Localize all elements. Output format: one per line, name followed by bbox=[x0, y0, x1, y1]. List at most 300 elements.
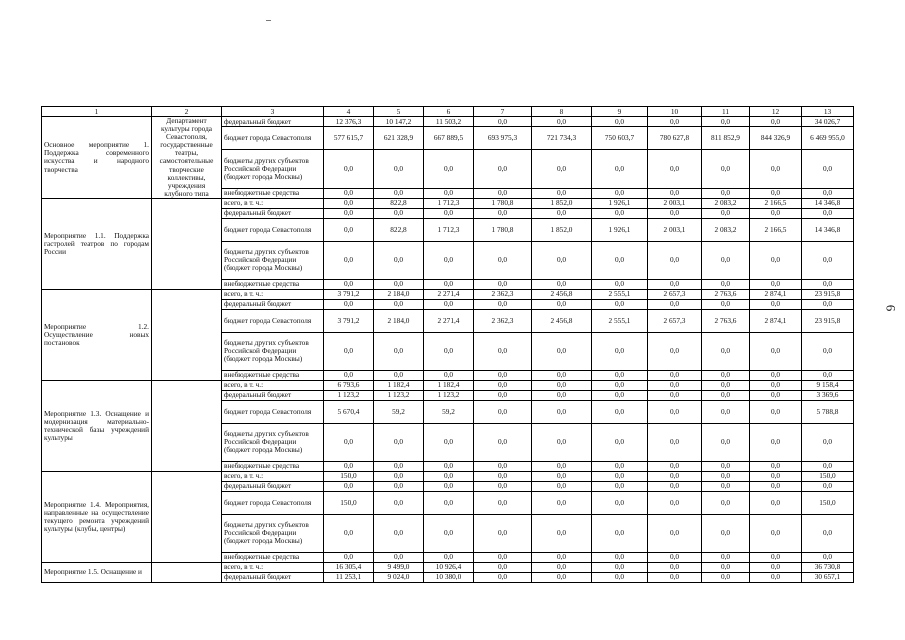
value-cell: 0,0 bbox=[802, 208, 854, 218]
value-cell: 11 503,2 bbox=[424, 117, 474, 127]
table-row bbox=[42, 117, 854, 127]
value-cell: 1 926,1 bbox=[592, 218, 648, 241]
value-cell: 0,0 bbox=[750, 514, 802, 552]
value-cell: 0,0 bbox=[648, 380, 702, 390]
value-cell: 0,0 bbox=[592, 380, 648, 390]
value-cell: 34 026,7 bbox=[802, 117, 854, 127]
header-cell: 12 bbox=[750, 107, 802, 117]
value-cell: 0,0 bbox=[702, 150, 750, 188]
value-cell: 1 182,4 bbox=[374, 380, 424, 390]
value-cell: 150,0 bbox=[324, 491, 374, 514]
value-cell: 0,0 bbox=[802, 552, 854, 562]
header-cell: 9 bbox=[592, 107, 648, 117]
value-cell: 6 469 955,0 bbox=[802, 127, 854, 150]
value-cell: 6 793,6 bbox=[324, 380, 374, 390]
value-cell: 0,0 bbox=[374, 423, 424, 461]
funding-source: бюджеты других субъектов Российской Федерации (бюджет города Москвы) bbox=[222, 241, 324, 279]
value-cell: 1 780,8 bbox=[474, 198, 532, 208]
value-cell: 0,0 bbox=[324, 208, 374, 218]
value-cell: 0,0 bbox=[592, 332, 648, 370]
value-cell: 16 305,4 bbox=[324, 562, 374, 572]
value-cell: 0,0 bbox=[374, 299, 424, 309]
funding-source: федеральный бюджет bbox=[222, 390, 324, 400]
value-cell: 0,0 bbox=[592, 241, 648, 279]
value-cell: 11 253,1 bbox=[324, 572, 374, 582]
value-cell: 0,0 bbox=[592, 423, 648, 461]
value-cell: 2 271,4 bbox=[424, 309, 474, 332]
value-cell: 0,0 bbox=[474, 423, 532, 461]
value-cell: 0,0 bbox=[750, 188, 802, 198]
value-cell: 0,0 bbox=[532, 572, 592, 582]
value-cell: 0,0 bbox=[750, 279, 802, 289]
value-cell: 0,0 bbox=[532, 188, 592, 198]
value-cell: 0,0 bbox=[324, 218, 374, 241]
value-cell: 0,0 bbox=[648, 370, 702, 380]
header-cell: 11 bbox=[702, 107, 750, 117]
value-cell: 2 003,1 bbox=[648, 198, 702, 208]
value-cell: 2 166,5 bbox=[750, 198, 802, 208]
value-cell: 780 627,8 bbox=[648, 127, 702, 150]
value-cell: 1 712,3 bbox=[424, 198, 474, 208]
value-cell: 0,0 bbox=[702, 514, 750, 552]
funding-source: внебюджетные средства bbox=[222, 279, 324, 289]
value-cell: 14 346,8 bbox=[802, 218, 854, 241]
value-cell: 0,0 bbox=[750, 150, 802, 188]
value-cell: 0,0 bbox=[648, 491, 702, 514]
value-cell: 0,0 bbox=[374, 208, 424, 218]
value-cell: 0,0 bbox=[474, 562, 532, 572]
value-cell: 0,0 bbox=[374, 461, 424, 471]
value-cell: 1 780,8 bbox=[474, 218, 532, 241]
value-cell: 0,0 bbox=[750, 208, 802, 218]
value-cell: 0,0 bbox=[592, 390, 648, 400]
value-cell: 0,0 bbox=[474, 491, 532, 514]
value-cell: 0,0 bbox=[424, 299, 474, 309]
value-cell: 0,0 bbox=[374, 491, 424, 514]
value-cell: 0,0 bbox=[702, 423, 750, 461]
funding-source: всего, в т. ч.: bbox=[222, 471, 324, 481]
executor bbox=[152, 380, 222, 471]
value-cell: 0,0 bbox=[374, 552, 424, 562]
header-cell: 6 bbox=[424, 107, 474, 117]
value-cell: 0,0 bbox=[374, 279, 424, 289]
value-cell: 0,0 bbox=[702, 572, 750, 582]
measure-name: Мероприятие 1.2. Осуществление новых постановок bbox=[42, 289, 152, 380]
table-row bbox=[42, 289, 854, 299]
value-cell: 30 657,1 bbox=[802, 572, 854, 582]
header-cell: 4 bbox=[324, 107, 374, 117]
value-cell: 0,0 bbox=[592, 481, 648, 491]
value-cell: 0,0 bbox=[702, 332, 750, 370]
value-cell: 0,0 bbox=[702, 370, 750, 380]
value-cell: 0,0 bbox=[374, 370, 424, 380]
value-cell: 1 123,2 bbox=[324, 390, 374, 400]
header-cell: 8 bbox=[532, 107, 592, 117]
value-cell: 0,0 bbox=[474, 390, 532, 400]
page-number: 6 bbox=[882, 304, 898, 312]
value-cell: 811 852,9 bbox=[702, 127, 750, 150]
table-row bbox=[42, 471, 854, 481]
value-cell: 0,0 bbox=[750, 117, 802, 127]
value-cell: 0,0 bbox=[702, 471, 750, 481]
value-cell: 0,0 bbox=[648, 423, 702, 461]
value-cell: 23 915,8 bbox=[802, 309, 854, 332]
value-cell: 2 083,2 bbox=[702, 218, 750, 241]
value-cell: 3 791,2 bbox=[324, 289, 374, 299]
value-cell: 0,0 bbox=[648, 552, 702, 562]
value-cell: 0,0 bbox=[532, 150, 592, 188]
value-cell: 0,0 bbox=[424, 481, 474, 491]
value-cell: 0,0 bbox=[532, 552, 592, 562]
value-cell: 0,0 bbox=[324, 461, 374, 471]
value-cell: 0,0 bbox=[750, 380, 802, 390]
value-cell: 0,0 bbox=[750, 491, 802, 514]
value-cell: 150,0 bbox=[802, 491, 854, 514]
value-cell: 0,0 bbox=[702, 279, 750, 289]
value-cell: 2 362,3 bbox=[474, 289, 532, 299]
value-cell: 0,0 bbox=[648, 400, 702, 423]
budget-table bbox=[41, 106, 854, 583]
funding-source: бюджеты других субъектов Российской Федерации (бюджет города Москвы) bbox=[222, 514, 324, 552]
value-cell: 2 166,5 bbox=[750, 218, 802, 241]
value-cell: 667 889,5 bbox=[424, 127, 474, 150]
value-cell: 0,0 bbox=[532, 461, 592, 471]
value-cell: 0,0 bbox=[750, 552, 802, 562]
value-cell: 0,0 bbox=[374, 241, 424, 279]
value-cell: 0,0 bbox=[474, 380, 532, 390]
value-cell: 0,0 bbox=[374, 514, 424, 552]
value-cell: 0,0 bbox=[750, 562, 802, 572]
value-cell: 0,0 bbox=[474, 150, 532, 188]
value-cell: 0,0 bbox=[532, 400, 592, 423]
value-cell: 750 603,7 bbox=[592, 127, 648, 150]
value-cell: 0,0 bbox=[750, 481, 802, 491]
value-cell: 36 730,8 bbox=[802, 562, 854, 572]
value-cell: 150,0 bbox=[324, 471, 374, 481]
value-cell: 0,0 bbox=[592, 400, 648, 423]
measure-name: Мероприятие 1.4. Мероприятия, направленные на осуществление текущего ремонта учреждений культуры (клубы, центры) bbox=[42, 471, 152, 562]
value-cell: 0,0 bbox=[374, 471, 424, 481]
executor bbox=[152, 289, 222, 380]
value-cell: 2 003,1 bbox=[648, 218, 702, 241]
value-cell: 0,0 bbox=[648, 562, 702, 572]
value-cell: 2 555,1 bbox=[592, 289, 648, 299]
funding-source: внебюджетные средства bbox=[222, 461, 324, 471]
value-cell: 5 670,4 bbox=[324, 400, 374, 423]
table-row bbox=[42, 562, 854, 572]
value-cell: 1 852,0 bbox=[532, 218, 592, 241]
value-cell: 0,0 bbox=[592, 208, 648, 218]
value-cell: 0,0 bbox=[324, 514, 374, 552]
value-cell: 0,0 bbox=[802, 150, 854, 188]
table-row bbox=[42, 380, 854, 390]
header-row bbox=[42, 107, 854, 117]
value-cell: 0,0 bbox=[474, 241, 532, 279]
value-cell: 2 763,6 bbox=[702, 289, 750, 299]
measure-name: Мероприятие 1.1. Поддержка гастролей театров по городам России bbox=[42, 198, 152, 289]
value-cell: 693 975,3 bbox=[474, 127, 532, 150]
value-cell: 0,0 bbox=[424, 208, 474, 218]
value-cell: 0,0 bbox=[592, 552, 648, 562]
funding-source: федеральный бюджет bbox=[222, 299, 324, 309]
value-cell: 0,0 bbox=[702, 208, 750, 218]
header-cell: 5 bbox=[374, 107, 424, 117]
value-cell: 0,0 bbox=[648, 471, 702, 481]
funding-source: внебюджетные средства bbox=[222, 188, 324, 198]
value-cell: 721 734,3 bbox=[532, 127, 592, 150]
value-cell: 0,0 bbox=[474, 572, 532, 582]
value-cell: 0,0 bbox=[532, 370, 592, 380]
value-cell: 0,0 bbox=[424, 423, 474, 461]
value-cell: 0,0 bbox=[474, 552, 532, 562]
value-cell: 0,0 bbox=[702, 562, 750, 572]
value-cell: 2 184,0 bbox=[374, 289, 424, 299]
funding-source: всего, в т. ч.: bbox=[222, 198, 324, 208]
value-cell: 0,0 bbox=[532, 241, 592, 279]
value-cell: 0,0 bbox=[802, 461, 854, 471]
value-cell: 0,0 bbox=[532, 491, 592, 514]
page-mark bbox=[266, 20, 271, 21]
value-cell: 0,0 bbox=[802, 241, 854, 279]
value-cell: 0,0 bbox=[750, 332, 802, 370]
value-cell: 2 271,4 bbox=[424, 289, 474, 299]
value-cell: 0,0 bbox=[648, 241, 702, 279]
value-cell: 0,0 bbox=[750, 299, 802, 309]
value-cell: 1 123,2 bbox=[374, 390, 424, 400]
value-cell: 0,0 bbox=[750, 461, 802, 471]
value-cell: 822,8 bbox=[374, 218, 424, 241]
value-cell: 0,0 bbox=[324, 552, 374, 562]
header-cell: 13 bbox=[802, 107, 854, 117]
header-cell: 3 bbox=[222, 107, 324, 117]
funding-source: бюджет города Севастополя bbox=[222, 309, 324, 332]
value-cell: 1 926,1 bbox=[592, 198, 648, 208]
value-cell: 14 346,8 bbox=[802, 198, 854, 208]
funding-source: бюджеты других субъектов Российской Федерации (бюджет города Москвы) bbox=[222, 332, 324, 370]
value-cell: 0,0 bbox=[592, 471, 648, 481]
value-cell: 23 915,8 bbox=[802, 289, 854, 299]
value-cell: 0,0 bbox=[648, 279, 702, 289]
value-cell: 0,0 bbox=[324, 370, 374, 380]
executor: Департамент культуры города Севастополя, государственные театры, самостоятельные творческие коллективы, учреждения клубного типа bbox=[152, 117, 222, 199]
measure-name: Мероприятие 1.3. Оснащение и модернизация материально-технической базы учреждений культуры bbox=[42, 380, 152, 471]
value-cell: 0,0 bbox=[592, 299, 648, 309]
value-cell: 0,0 bbox=[648, 208, 702, 218]
value-cell: 0,0 bbox=[802, 332, 854, 370]
value-cell: 0,0 bbox=[474, 370, 532, 380]
value-cell: 0,0 bbox=[532, 514, 592, 552]
value-cell: 0,0 bbox=[474, 117, 532, 127]
value-cell: 0,0 bbox=[750, 423, 802, 461]
value-cell: 9 024,0 bbox=[374, 572, 424, 582]
measure-name: Мероприятие 1.5. Оснащение и bbox=[42, 562, 152, 582]
value-cell: 0,0 bbox=[802, 188, 854, 198]
value-cell: 0,0 bbox=[648, 481, 702, 491]
value-cell: 0,0 bbox=[474, 481, 532, 491]
value-cell: 0,0 bbox=[424, 370, 474, 380]
value-cell: 0,0 bbox=[702, 481, 750, 491]
value-cell: 0,0 bbox=[474, 332, 532, 370]
executor bbox=[152, 198, 222, 289]
value-cell: 0,0 bbox=[474, 208, 532, 218]
value-cell: 0,0 bbox=[802, 423, 854, 461]
value-cell: 0,0 bbox=[648, 514, 702, 552]
value-cell: 0,0 bbox=[474, 461, 532, 471]
value-cell: 0,0 bbox=[802, 481, 854, 491]
value-cell: 0,0 bbox=[592, 514, 648, 552]
value-cell: 0,0 bbox=[424, 279, 474, 289]
value-cell: 0,0 bbox=[532, 423, 592, 461]
value-cell: 2 083,2 bbox=[702, 198, 750, 208]
value-cell: 2 456,8 bbox=[532, 309, 592, 332]
value-cell: 0,0 bbox=[648, 117, 702, 127]
value-cell: 0,0 bbox=[474, 471, 532, 481]
value-cell: 0,0 bbox=[750, 241, 802, 279]
value-cell: 0,0 bbox=[474, 514, 532, 552]
value-cell: 0,0 bbox=[648, 572, 702, 582]
value-cell: 0,0 bbox=[592, 279, 648, 289]
value-cell: 0,0 bbox=[474, 400, 532, 423]
funding-source: бюджеты других субъектов Российской Федерации (бюджет города Москвы) bbox=[222, 423, 324, 461]
value-cell: 0,0 bbox=[802, 514, 854, 552]
value-cell: 0,0 bbox=[702, 380, 750, 390]
value-cell: 0,0 bbox=[592, 572, 648, 582]
value-cell: 844 326,9 bbox=[750, 127, 802, 150]
value-cell: 0,0 bbox=[474, 279, 532, 289]
value-cell: 0,0 bbox=[802, 370, 854, 380]
value-cell: 0,0 bbox=[802, 299, 854, 309]
value-cell: 0,0 bbox=[592, 150, 648, 188]
funding-source: всего, в т. ч.: bbox=[222, 380, 324, 390]
value-cell: 0,0 bbox=[374, 332, 424, 370]
funding-source: бюджет города Севастополя bbox=[222, 127, 324, 150]
value-cell: 0,0 bbox=[592, 461, 648, 471]
value-cell: 0,0 bbox=[374, 481, 424, 491]
value-cell: 0,0 bbox=[702, 188, 750, 198]
value-cell: 2 874,1 bbox=[750, 289, 802, 299]
funding-source: федеральный бюджет bbox=[222, 481, 324, 491]
value-cell: 0,0 bbox=[648, 332, 702, 370]
value-cell: 0,0 bbox=[702, 117, 750, 127]
value-cell: 0,0 bbox=[424, 188, 474, 198]
value-cell: 0,0 bbox=[750, 370, 802, 380]
value-cell: 2 763,6 bbox=[702, 309, 750, 332]
executor bbox=[152, 471, 222, 562]
value-cell: 621 328,9 bbox=[374, 127, 424, 150]
value-cell: 2 555,1 bbox=[592, 309, 648, 332]
value-cell: 0,0 bbox=[648, 299, 702, 309]
executor bbox=[152, 562, 222, 582]
value-cell: 3 369,6 bbox=[802, 390, 854, 400]
value-cell: 0,0 bbox=[532, 471, 592, 481]
value-cell: 1 123,2 bbox=[424, 390, 474, 400]
value-cell: 0,0 bbox=[532, 279, 592, 289]
value-cell: 0,0 bbox=[324, 150, 374, 188]
funding-source: бюджет города Севастополя bbox=[222, 400, 324, 423]
value-cell: 0,0 bbox=[374, 188, 424, 198]
value-cell: 0,0 bbox=[532, 380, 592, 390]
value-cell: 10 926,4 bbox=[424, 562, 474, 572]
value-cell: 0,0 bbox=[532, 332, 592, 370]
value-cell: 0,0 bbox=[592, 370, 648, 380]
value-cell: 2 874,1 bbox=[750, 309, 802, 332]
value-cell: 2 657,3 bbox=[648, 289, 702, 299]
funding-source: всего, в т. ч.: bbox=[222, 289, 324, 299]
value-cell: 0,0 bbox=[474, 188, 532, 198]
value-cell: 0,0 bbox=[324, 279, 374, 289]
value-cell: 0,0 bbox=[702, 241, 750, 279]
value-cell: 0,0 bbox=[474, 299, 532, 309]
value-cell: 0,0 bbox=[750, 471, 802, 481]
funding-source: федеральный бюджет bbox=[222, 572, 324, 582]
value-cell: 0,0 bbox=[324, 241, 374, 279]
value-cell: 59,2 bbox=[424, 400, 474, 423]
funding-source: бюджеты других субъектов Российской Федерации (бюджет города Москвы) bbox=[222, 150, 324, 188]
funding-source: федеральный бюджет bbox=[222, 117, 324, 127]
value-cell: 0,0 bbox=[374, 150, 424, 188]
value-cell: 1 712,3 bbox=[424, 218, 474, 241]
value-cell: 0,0 bbox=[532, 390, 592, 400]
value-cell: 0,0 bbox=[750, 390, 802, 400]
value-cell: 1 182,4 bbox=[424, 380, 474, 390]
measure-name: Основное мероприятие 1. Поддержка современного искусства и народного творчества bbox=[42, 117, 152, 199]
value-cell: 0,0 bbox=[648, 188, 702, 198]
funding-source: внебюджетные средства bbox=[222, 370, 324, 380]
value-cell: 0,0 bbox=[424, 241, 474, 279]
value-cell: 0,0 bbox=[324, 423, 374, 461]
value-cell: 577 615,7 bbox=[324, 127, 374, 150]
value-cell: 0,0 bbox=[424, 552, 474, 562]
value-cell: 0,0 bbox=[702, 461, 750, 471]
value-cell: 0,0 bbox=[750, 572, 802, 582]
value-cell: 2 657,3 bbox=[648, 309, 702, 332]
funding-source: всего, в т. ч.: bbox=[222, 562, 324, 572]
value-cell: 0,0 bbox=[702, 299, 750, 309]
value-cell: 0,0 bbox=[592, 188, 648, 198]
value-cell: 2 456,8 bbox=[532, 289, 592, 299]
funding-source: бюджет города Севастополя bbox=[222, 218, 324, 241]
value-cell: 0,0 bbox=[802, 279, 854, 289]
header-cell: 2 bbox=[152, 107, 222, 117]
value-cell: 10 147,2 bbox=[374, 117, 424, 127]
funding-source: бюджет города Севастополя bbox=[222, 491, 324, 514]
value-cell: 9 158,4 bbox=[802, 380, 854, 390]
value-cell: 0,0 bbox=[424, 491, 474, 514]
value-cell: 0,0 bbox=[324, 188, 374, 198]
header-cell: 7 bbox=[474, 107, 532, 117]
value-cell: 0,0 bbox=[702, 390, 750, 400]
table-row bbox=[42, 198, 854, 208]
value-cell: 0,0 bbox=[648, 150, 702, 188]
value-cell: 2 362,3 bbox=[474, 309, 532, 332]
value-cell: 0,0 bbox=[424, 461, 474, 471]
value-cell: 0,0 bbox=[592, 491, 648, 514]
value-cell: 0,0 bbox=[532, 208, 592, 218]
value-cell: 1 852,0 bbox=[532, 198, 592, 208]
value-cell: 0,0 bbox=[424, 514, 474, 552]
value-cell: 0,0 bbox=[324, 299, 374, 309]
value-cell: 0,0 bbox=[702, 491, 750, 514]
value-cell: 0,0 bbox=[702, 552, 750, 562]
value-cell: 10 380,0 bbox=[424, 572, 474, 582]
value-cell: 9 499,0 bbox=[374, 562, 424, 572]
value-cell: 12 376,3 bbox=[324, 117, 374, 127]
value-cell: 0,0 bbox=[648, 461, 702, 471]
value-cell: 0,0 bbox=[324, 198, 374, 208]
funding-source: федеральный бюджет bbox=[222, 208, 324, 218]
value-cell: 0,0 bbox=[592, 562, 648, 572]
funding-source: внебюджетные средства bbox=[222, 552, 324, 562]
